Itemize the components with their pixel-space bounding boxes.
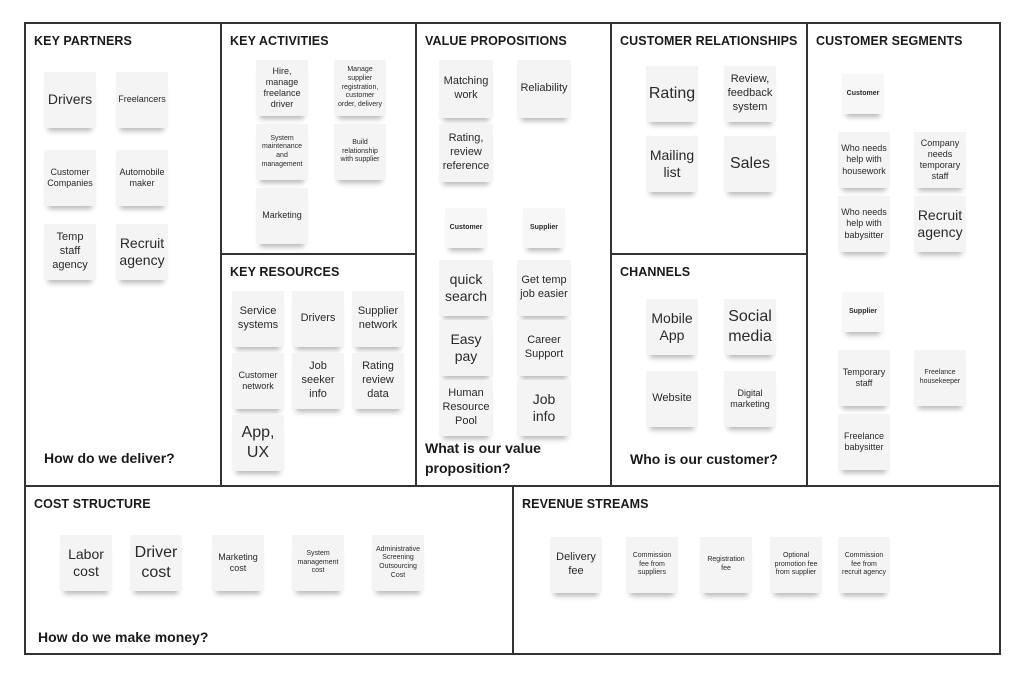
sticky-note: Optional promotion fee from supplier [770,537,822,593]
sticky-note: Automobile maker [116,150,168,206]
sticky-note: Matching work [439,60,493,118]
section-question: Who is our customer? [630,451,778,467]
section-question: How do we make money? [38,629,209,645]
sticky-note: Administrative Screening Outsourcing Cost [372,535,424,591]
sticky-note: Supplier network [352,291,404,347]
sticky-note: Registration fee [700,537,752,593]
sticky-note: Social media [724,299,776,355]
sticky-note: Delivery fee [550,537,602,593]
sticky-note: Marketing [256,188,308,244]
sticky-note: Marketing cost [212,535,264,591]
key-activities-section [222,24,415,253]
sticky-note: Human Resource Pool [439,380,493,436]
sticky-note: Career Support [517,320,571,376]
sticky-note: Drivers [292,291,344,347]
section-title: CHANNELS [620,265,691,279]
section-question: How do we deliver? [44,450,175,466]
sticky-note: Freelance babysitter [838,414,890,470]
sticky-note-label: Customer [445,208,487,248]
sticky-note: System management cost [292,535,344,591]
sticky-note: Rating, review reference [439,124,493,182]
section-title: COST STRUCTURE [34,497,151,511]
key-resources-section [222,255,415,485]
sticky-note: Digital marketing [724,371,776,427]
sticky-note: Driver cost [130,535,182,591]
customer-segments-section [808,24,999,485]
sticky-note: Customer network [232,353,284,409]
sticky-note: Easy pay [439,320,493,376]
sticky-note: Recruit agency [914,196,966,252]
sticky-note: Freelancers [116,72,168,128]
sticky-note-label: Supplier [842,292,884,332]
section-title: VALUE PROPOSITIONS [425,34,567,48]
cost-structure-section [26,487,512,653]
sticky-note: Who needs help with housework [838,132,890,188]
sticky-note: Customer Companies [44,150,96,206]
sticky-note: System maintenance and management [256,124,308,180]
sticky-note: Company needs temporary staff [914,132,966,188]
sticky-note-label: Supplier [523,208,565,248]
value-propositions-section [417,24,610,485]
sticky-note: Manage supplier registration, customer order, delivery [334,60,386,116]
sticky-note: Labor cost [60,535,112,591]
section-title: CUSTOMER RELATIONSHIPS [620,34,798,48]
section-title: REVENUE STREAMS [522,497,649,511]
sticky-note: Rating [646,66,698,122]
sticky-note: Temporary staff [838,350,890,406]
sticky-note: Mailing list [646,136,698,192]
sticky-note: Freelance housekeeper [914,350,966,406]
sticky-note: Job seeker info [292,353,344,409]
key-partners-section [26,24,220,485]
revenue-streams-section [514,487,999,653]
sticky-note: Commission fee from recruit agency [838,537,890,593]
sticky-note: Get temp job easier [517,260,571,316]
sticky-note: Job info [517,380,571,436]
sticky-note: Rating review data [352,353,404,409]
sticky-note-label: Customer [842,74,884,114]
sticky-note: Drivers [44,72,96,128]
sticky-note: quick search [439,260,493,316]
sticky-note: Website [646,371,698,427]
sticky-note: Recruit agency [116,224,168,280]
sticky-note: Commission fee from suppliers [626,537,678,593]
section-title: KEY RESOURCES [230,265,340,279]
sticky-note: Reliability [517,60,571,118]
channels-section [612,255,806,485]
section-title: CUSTOMER SEGMENTS [816,34,963,48]
sticky-note: Mobile App [646,299,698,355]
sticky-note: Who needs help with babysitter [838,196,890,252]
section-title: KEY PARTNERS [34,34,132,48]
sticky-note: Temp staff agency [44,224,96,280]
customer-relationships-section [612,24,806,253]
sticky-note: App, UX [232,415,284,471]
sticky-note: Sales [724,136,776,192]
section-title: KEY ACTIVITIES [230,34,329,48]
sticky-note: Review, feedback system [724,66,776,122]
sticky-note: Hire, manage freelance driver [256,60,308,116]
business-model-canvas [24,22,1001,655]
sticky-note: Service systems [232,291,284,347]
sticky-note: Build relationship with supplier [334,124,386,180]
section-question: What is our value proposition? [425,440,541,476]
